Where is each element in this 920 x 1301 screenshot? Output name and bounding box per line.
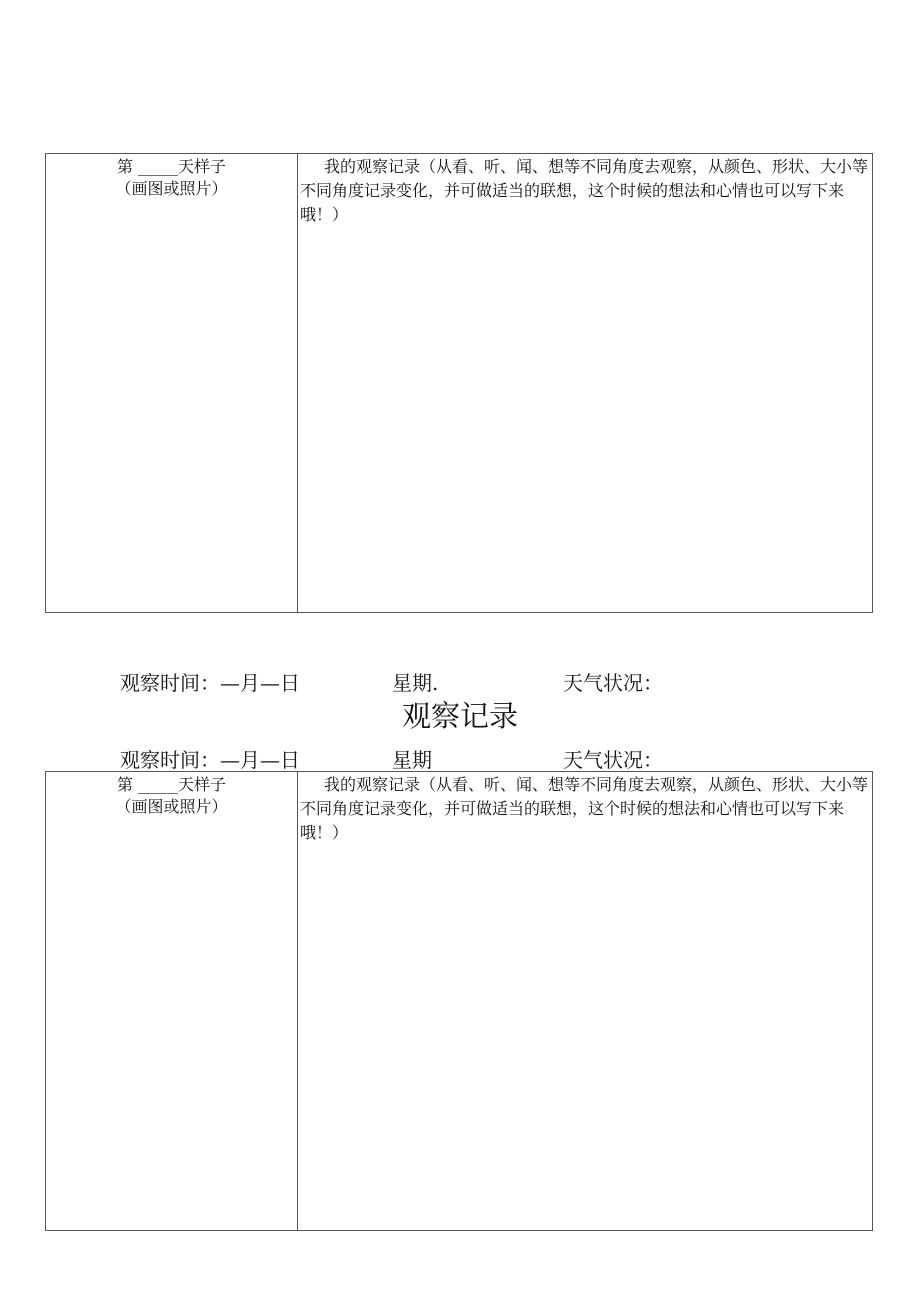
day-label: 第 _____天样子	[116, 775, 227, 794]
photo-hint: （画图或照片）	[115, 179, 228, 198]
weather-label: 天气状况：	[563, 671, 663, 695]
info-line-1	[0, 667, 920, 695]
observation-prompt: 我的观察记录（从看、听、闻、想等不同角度去观察，从颜色、形状、大小等不同角度记录变化，并可做适当的联想，这个时候的想法和心情也可以写下来哦！）	[300, 775, 869, 842]
observation-prompt: 我的观察记录（从看、听、闻、想等不同角度去观察，从颜色、形状、大小等不同角度记录变化，并可做适当的联想，这个时候的想法和心情也可以写下来哦！）	[300, 157, 869, 224]
observation-table-2	[45, 771, 873, 1231]
weather-label: 天气状况：	[563, 748, 663, 772]
day-label: 第 _____天样子	[116, 157, 227, 176]
observation-time-label: 观察时间：—月—日	[120, 671, 300, 695]
drawing-cell[interactable]	[46, 772, 298, 1230]
observation-notes-cell[interactable]	[298, 772, 872, 1230]
observation-time-label: 观察时间：—月—日	[120, 748, 300, 772]
weekday-label: 星期	[392, 748, 432, 772]
info-line-2	[0, 744, 920, 772]
page-title: 观察记录	[401, 699, 518, 733]
observation-notes-cell[interactable]	[298, 154, 872, 612]
photo-hint: （画图或照片）	[115, 797, 228, 816]
weekday-label: 星期.	[392, 671, 439, 695]
observation-table-1	[45, 153, 873, 613]
drawing-cell[interactable]	[46, 154, 298, 612]
